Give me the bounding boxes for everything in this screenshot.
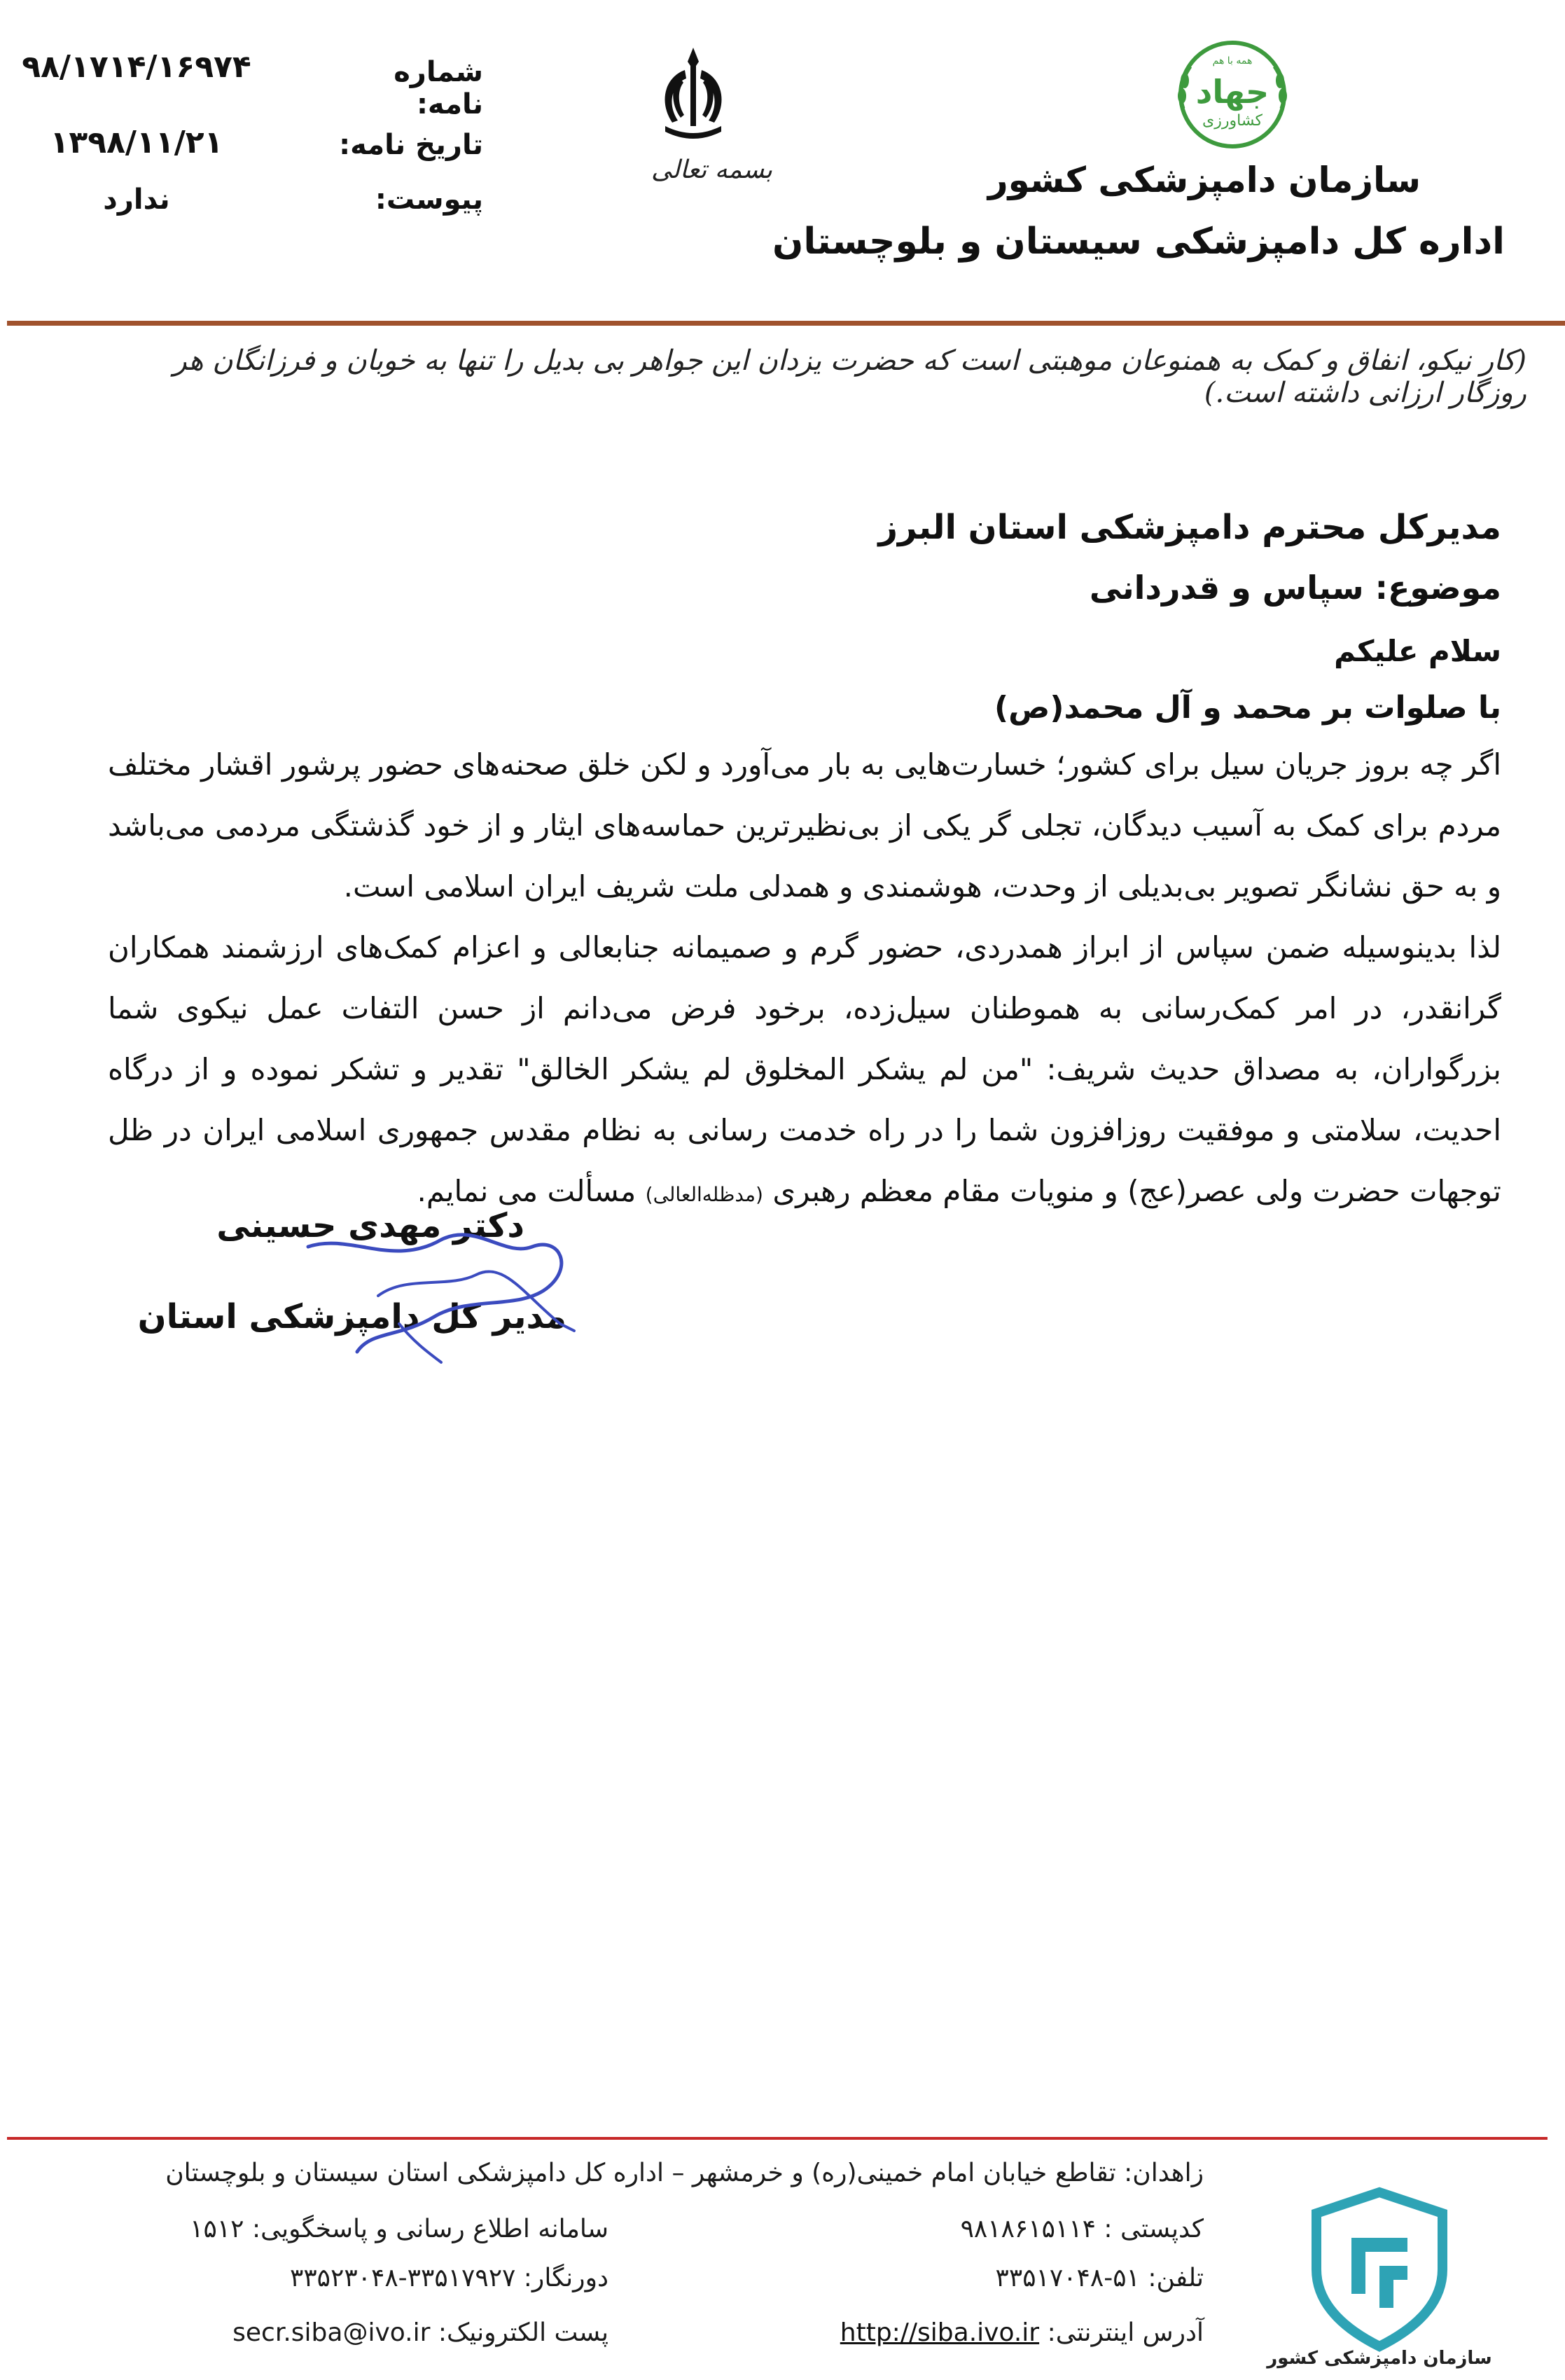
motto: (کار نیکو، انفاق و کمک به همنوعان موهبتی است که حضرت یزدان این جواهر بی بدیل را تنها به خوبان و فرزانگان هر روزگار ارزانی داشته است.) (173, 345, 1526, 409)
footer-website-label: آدرس اینترنتی: (1047, 2318, 1204, 2347)
footer-address: زاهدان: تقاطع خیابان امام خمینی(ره) و خرمشهر – اداره کل دامپزشکی استان سیستان و بلوچستان (165, 2159, 1204, 2187)
iran-emblem-icon (644, 42, 742, 147)
footer-website-link[interactable]: http://siba.ivo.ir (840, 2318, 1040, 2347)
jihad-logo-top-text: همه با هم (1212, 55, 1253, 67)
footer-email: secr.siba@ivo.ir (232, 2318, 431, 2347)
letter-date-label: تاریخ نامه: (339, 129, 483, 161)
footer-email-label: پست الکترونیک: (438, 2318, 608, 2347)
paragraph-2 (108, 917, 1501, 1225)
letter-number-label: شماره نامه: (394, 56, 483, 120)
jihad-logo-sub-text: کشاورزی (1202, 112, 1263, 130)
footer-fax: دورنگار: ۳۳۵۱۷۹۲۷-۳۳۵۲۳۰۴۸ (289, 2264, 608, 2292)
footer-email-row (232, 2318, 608, 2347)
handwritten-signature (294, 1191, 588, 1373)
org-name-line2: اداره کل دامپزشکی سیستان و بلوچستان (772, 221, 1505, 263)
subject: موضوع: سپاس و قدردانی (1089, 569, 1501, 607)
salawat: با صلوات بر محمد و آل محمد(ص) (994, 690, 1501, 726)
ivo-logo-text: سازمان دامپزشکی کشور (1267, 2348, 1492, 2369)
recipient: مدیرکل محترم دامپزشکی استان البرز (878, 508, 1501, 547)
attachment-value: ندارد (103, 184, 170, 216)
jihad-logo-main-text: جهاد (1195, 73, 1270, 111)
letter-date: ۱۳۹۸/۱۱/۲۱ (50, 125, 223, 160)
footer-phone: تلفن: ۵۱-۳۳۵۱۷۰۴۸ (995, 2264, 1204, 2292)
jihad-keshavarzi-logo (1162, 39, 1302, 151)
paragraph-2-part-2: مسألت می نمایم. (417, 1174, 646, 1208)
header-divider (7, 321, 1565, 326)
greeting: سلام علیکم (1334, 634, 1501, 668)
footer-divider (7, 2137, 1547, 2140)
paragraph-2-part-1: لذا بدینوسیله ضمن سپاس از ابراز همدردی، حضور گرم و صمیمانه جنابعالی و اعزام کمک‌های ارزشمند همکاران گرانقدر، در امر کمک‌رسانی به هموطنان سیل‌زده، برخود فرض می‌دانم از حسن التفات عمل نیکوی شما بزرگواران، به مصداق حدیث شریف: "من لم یشکر المخلوق لم یشکر الخالق" تقدیر و تشکر نموده و از درگاه احدیت، سلامتی و موفقیت روزافزون شما را در راه خدمت رسانی به نظام مقدس جمهوری اسلامی ایران در ظل توجهات حضرت ولی عصر(عج) و منویات مقام معظم رهبری (108, 930, 1501, 1208)
footer-postal-code: کدپستی : ۹۸۱۸۶۱۵۱۱۴ (960, 2215, 1204, 2243)
basmala: بسمه تعالی (651, 155, 773, 184)
letter-number: ۹۸/۱۷۱۴/۱۶۹۷۴ (22, 49, 251, 85)
paragraph-1: اگر چه بروز جریان سیل برای کشور؛ خسارت‌هایی به بار می‌آورد و لکن خلق صحنه‌های حضور پرشور اقشار مختلف مردم برای کمک به آسیب دیدگان، تجلی گر یکی از بی‌نظیرترین حماسه‌های ایثار و از خود گذشتگی مردمی می‌باشد و به حق نشانگر تصویر بی‌بدیلی از وحدت، هوشمندی و همدلی ملت شریف ایران اسلامی است. (108, 747, 1501, 904)
footer-hotline: سامانه اطلاع رسانی و پاسخگویی: ۱۵۱۲ (190, 2215, 608, 2243)
letter-body (108, 734, 1501, 1225)
signer-title: مدیر کل دامپزشکی استان (137, 1297, 566, 1336)
attachment-label: پیوست: (375, 184, 483, 216)
signer-name: دکتر مهدی حسینی (216, 1206, 524, 1245)
ivo-logo (1267, 2185, 1492, 2369)
paragraph-2-honorific: (مدظله‌العالی) (645, 1183, 763, 1206)
org-name-line1: سازمان دامپزشکی کشور (987, 160, 1421, 200)
footer-website-row (840, 2318, 1204, 2347)
